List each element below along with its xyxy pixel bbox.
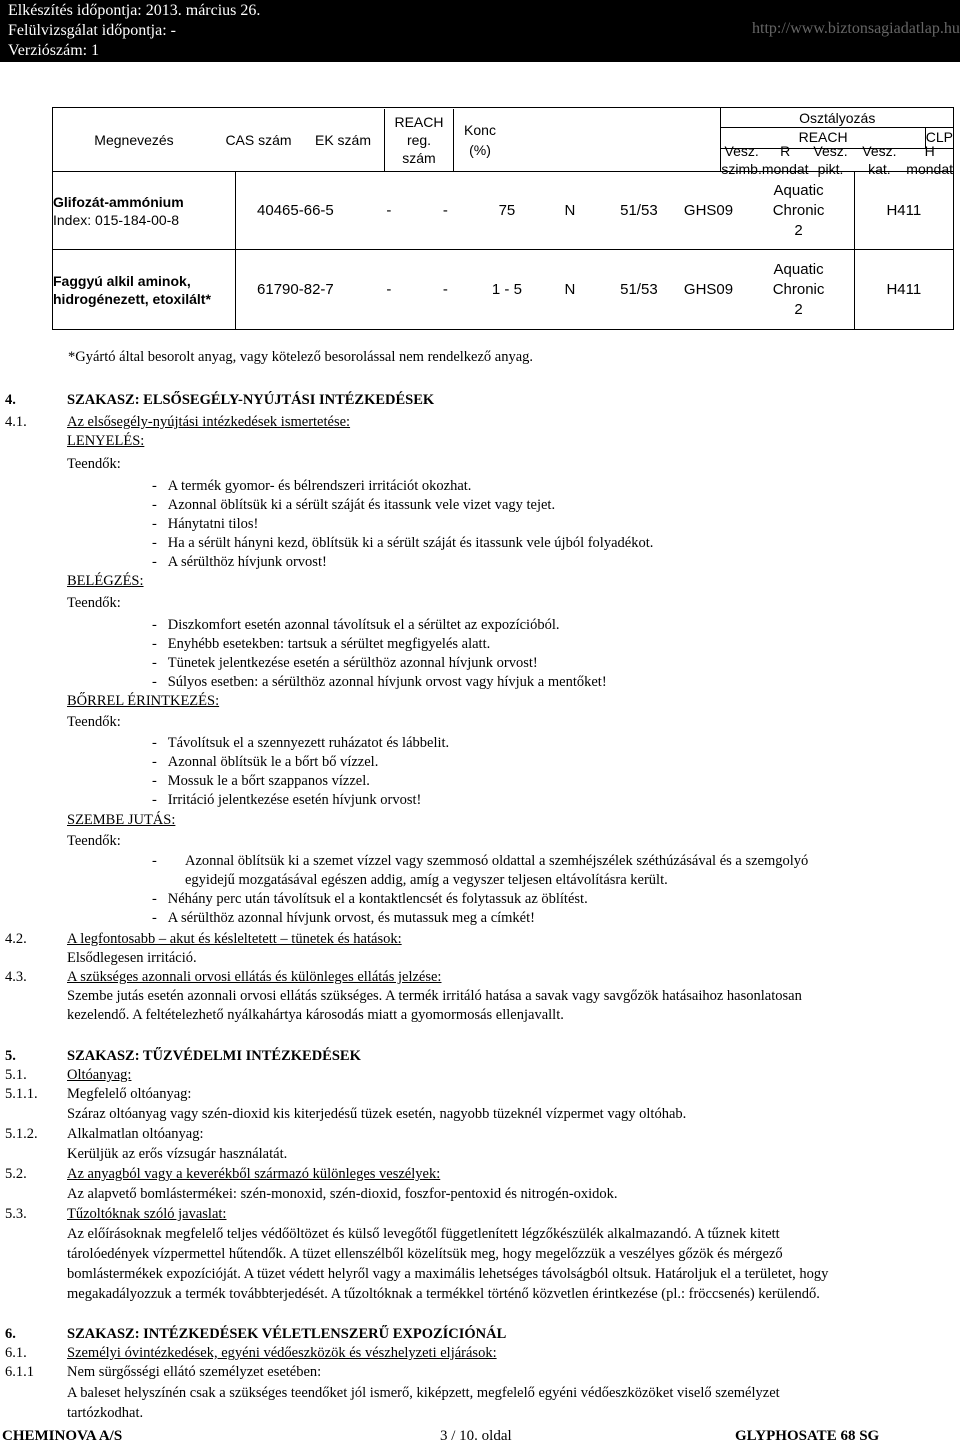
substance-row — [235, 172, 743, 250]
list-item: - Néhány perc után távolítsuk el a kontaktlencsét és folytassuk az öblítést. — [152, 891, 588, 907]
source-link[interactable]: http://www.biztonsagiadatlap.hu — [752, 20, 960, 37]
s512-title: Alkalmatlan oltóanyag: — [67, 1126, 204, 1142]
s511-title: Megfelelő oltóanyag: — [67, 1086, 192, 1102]
r-value: 51/53 — [620, 202, 658, 219]
s611-text: A baleset helyszínén csak a szükséges teendőket jól ismerő, kiképzett, megfelelő egyéni védőeszközöket viselő személyzet — [67, 1385, 780, 1401]
reach-group: REACH — [721, 128, 925, 148]
list-item: - Diszkomfort esetén azonnal távolítsuk el a sérültet az expozícióból. — [152, 617, 560, 633]
list-item-cont: egyidejű mozgatásával egészen addig, amíg a vegyszer teljesen eltávolításra került. — [185, 872, 668, 888]
list-item: - Hánytatni tilos! — [152, 516, 259, 532]
s511-num: 5.1.1. — [5, 1086, 38, 1102]
ek-value: - — [386, 281, 392, 298]
list-item: - A termék gyomor- és bélrendszeri irritációt okozhat. — [152, 478, 472, 494]
s611-title: Nem sürgősségi ellátó személyzet esetében: — [67, 1364, 322, 1380]
lenyeles-heading: LENYELÉS: — [67, 433, 145, 449]
s53-title: Tűzoltóknak szóló javaslat: — [67, 1206, 227, 1222]
col-r-mondat: R mondat — [761, 143, 809, 177]
h-value: H411 — [854, 172, 953, 250]
s43-text: Szembe jutás esetén azonnali orvosi ellátás szükséges. A termék irritáló hatása a savak vagy savgőzök hatásaihoz hasonlatosan — [67, 988, 802, 1004]
teendok-label: Teendők: — [67, 833, 121, 849]
borrel-heading: BŐRREL ÉRINTKEZÉS: — [67, 693, 220, 709]
revision-date: Felülvizsgálat időpontja: - — [8, 22, 176, 39]
product-name: GLYPHOSATE 68 SG — [735, 1428, 880, 1444]
col-vesz-szimb: Vesz. szimb. — [721, 143, 762, 177]
sub-header-row — [721, 143, 954, 177]
col-konc: Konc (%) — [464, 121, 496, 158]
osztalyozas-header: Osztályozás — [721, 108, 954, 128]
substance-name: Faggyú alkil aminok, hidrogénezett, etoxilált* — [53, 250, 236, 330]
list-item: - Enyhébb esetekben: tartsuk a sérültet megfigyelés alatt. — [152, 636, 491, 652]
kat-value: Aquatic Chronic 2 — [743, 172, 854, 250]
s611-text-cont: tartózkodhat. — [67, 1405, 144, 1421]
section-4-num: 4. — [5, 392, 16, 408]
konc-value: 75 — [498, 202, 516, 219]
konc-value: 1 - 5 — [491, 281, 522, 298]
s53-text: Az előírásoknak megfelelő teljes védőöltözet és külső levegőtől függetlenített légzőkészülék alkalmazandó. A tűznek kitett — [67, 1226, 780, 1242]
list-item: - Távolítsuk el a szennyezett ruházatot és lábbelit. — [152, 735, 450, 751]
clp-group: CLP — [925, 129, 953, 145]
reach-value: - — [442, 202, 448, 219]
s52-title: Az anyagból vagy a keverékből származó különleges veszélyek: — [67, 1166, 441, 1182]
table-footnote: *Gyártó által besorolt anyag, vagy kötelező besorolással nem rendelkező anyag. — [68, 349, 534, 365]
s611-num: 6.1.1 — [5, 1364, 34, 1380]
szimb-value: N — [564, 281, 576, 298]
s511-text: Száraz oltóanyag vagy szén-dioxid kis kiterjedésű tüzek esetén, nagyobb tüzeknél vízpermet vagy oltóhab. — [67, 1106, 687, 1122]
r-value: 51/53 — [620, 281, 658, 298]
h-value: H411 — [854, 250, 953, 330]
belegzes-heading: BELÉGZÉS: — [67, 573, 144, 589]
s53-num: 5.3. — [5, 1206, 27, 1222]
list-item: - A sérülthöz hívjunk orvost! — [152, 554, 327, 570]
s51-title: Oltóanyag: — [67, 1067, 132, 1083]
s52-num: 5.2. — [5, 1166, 27, 1182]
teendok-label: Teendők: — [67, 714, 121, 730]
s43-num: 4.3. — [5, 969, 27, 985]
list-item: - Irritáció jelentkezése esetén hívjunk orvost! — [152, 792, 422, 808]
cas-value: 40465-66-5 — [257, 202, 334, 219]
s41-title: Az elsősegély-nyújtási intézkedések ismertetése: — [67, 414, 351, 430]
version: Verziószám: 1 — [8, 42, 100, 59]
company-name: CHEMINOVA A/S — [2, 1428, 123, 1444]
page-header — [0, 0, 960, 62]
s53-text: tárolóedények vízpermettel hűtendők. A tüzet ellenszélből közelítsük meg, hogy megelőzzük a veszélyes gőzök és mérgező — [67, 1246, 783, 1262]
col-reach: REACH reg. szám — [384, 109, 454, 171]
s61-num: 6.1. — [5, 1345, 27, 1361]
s43-text-cont: kezelendő. A feltételezhető nyálkahártya károsodás miatt a gyomormosás ellenjavallt. — [67, 1007, 564, 1023]
s53-text: megakadályozzuk a termék továbbterjedését. A tűzoltóknak a termékkel történő közvetlen érintkezése (pl.: fröccsenés) kerülendő. — [67, 1286, 820, 1302]
szimb-value: N — [564, 202, 576, 219]
section-4-title: SZAKASZ: ELSŐSEGÉLY-NYÚJTÁSI INTÉZKEDÉSEK — [67, 392, 435, 408]
s42-title: A legfontosabb – akut és késleltetett – tünetek és hatások: — [67, 931, 402, 947]
list-item: Azonnal öblítsük ki a szemet vízzel vagy szemmosó oldattal a szemhéjszélek széthúzásával és a szemgolyó — [185, 853, 809, 869]
list-item: - Azonnal öblítsük ki a sérült száját és itassunk vele vizet vagy tejet. — [152, 497, 556, 513]
s41-num: 4.1. — [5, 414, 27, 430]
section-6-num: 6. — [5, 1326, 16, 1342]
classification-table — [52, 107, 954, 330]
list-item: - Ha a sérült hányni kezd, öblítsük ki a sérült száját és itassunk vele újból folyadékot. — [152, 535, 654, 551]
s52-text: Az alapvető bomlástermékei: szén-monoxid, szén-dioxid, foszfor-pentoxid és nitrogén-oxidok. — [67, 1186, 618, 1202]
s61-title: Személyi óvintézkedések, egyéni védőeszközök és vészhelyzeti eljárások: — [67, 1345, 497, 1361]
col-vesz-pikt: Vesz. pikt. — [813, 143, 848, 177]
cas-value: 61790-82-7 — [257, 281, 334, 298]
substance-name: Glifozát-ammónium Index: 015-184-00-8 — [53, 172, 236, 250]
col-vesz-kat: Vesz. kat. — [862, 143, 897, 177]
list-item: - A sérülthöz azonnal hívjunk orvost, és mutassuk meg a címkét! — [152, 910, 535, 926]
substance-row — [235, 250, 743, 330]
list-item: - Azonnal öblítsük le a bőrt bő vízzel. — [152, 754, 379, 770]
section-6-title: SZAKASZ: INTÉZKEDÉSEK VÉLETLENSZERŰ EXPOZÍCIÓNÁL — [67, 1326, 507, 1342]
reach-value: - — [442, 281, 448, 298]
pikt-value: GHS09 — [683, 281, 734, 298]
col-h-mondat: H mondat — [906, 143, 953, 177]
s512-num: 5.1.2. — [5, 1126, 38, 1142]
list-item: - Súlyos esetben: a sérülthöz azonnal hívjunk orvost vagy hívjuk a mentőket! — [152, 674, 607, 690]
kat-value: Aquatic Chronic 2 — [743, 250, 854, 330]
col-name: Megnevezés — [94, 131, 174, 148]
col-ek: EK szám — [314, 131, 371, 148]
s51-num: 5.1. — [5, 1067, 27, 1083]
ek-value: - — [386, 202, 392, 219]
pikt-value: GHS09 — [683, 202, 734, 219]
col-cas: CAS szám — [225, 131, 292, 148]
list-item-dash: - — [152, 853, 157, 869]
section-5-title: SZAKASZ: TŰZVÉDELMI INTÉZKEDÉSEK — [67, 1048, 361, 1064]
s42-text: Elsődlegesen irritáció. — [67, 950, 197, 966]
list-item: - Tünetek jelentkezése esetén a sérülthöz azonnal hívjunk orvost! — [152, 655, 538, 671]
teendok-label: Teendők: — [67, 595, 121, 611]
s43-title: A szükséges azonnali orvosi ellátás és különleges ellátás jelzése: — [67, 969, 442, 985]
header-cells — [53, 108, 721, 172]
section-5-num: 5. — [5, 1048, 16, 1064]
page-footer — [0, 1428, 960, 1447]
s42-num: 4.2. — [5, 931, 27, 947]
s53-text: bomlástermékek expozícióját. A tüzet védett helyről vagy a maximális lehetséges távolságból oltsuk. Határoljuk el a területet, hogy — [67, 1266, 829, 1282]
s512-text: Kerüljük az erős vízsugár használatát. — [67, 1146, 288, 1162]
page-number: 3 / 10. oldal — [440, 1428, 512, 1444]
szembe-heading: SZEMBE JUTÁS: — [67, 812, 176, 828]
created-date: Elkészítés időpontja: 2013. március 26. — [8, 2, 261, 19]
teendok-label: Teendők: — [67, 456, 121, 472]
list-item: - Mossuk le a bőrt szappanos vízzel. — [152, 773, 370, 789]
